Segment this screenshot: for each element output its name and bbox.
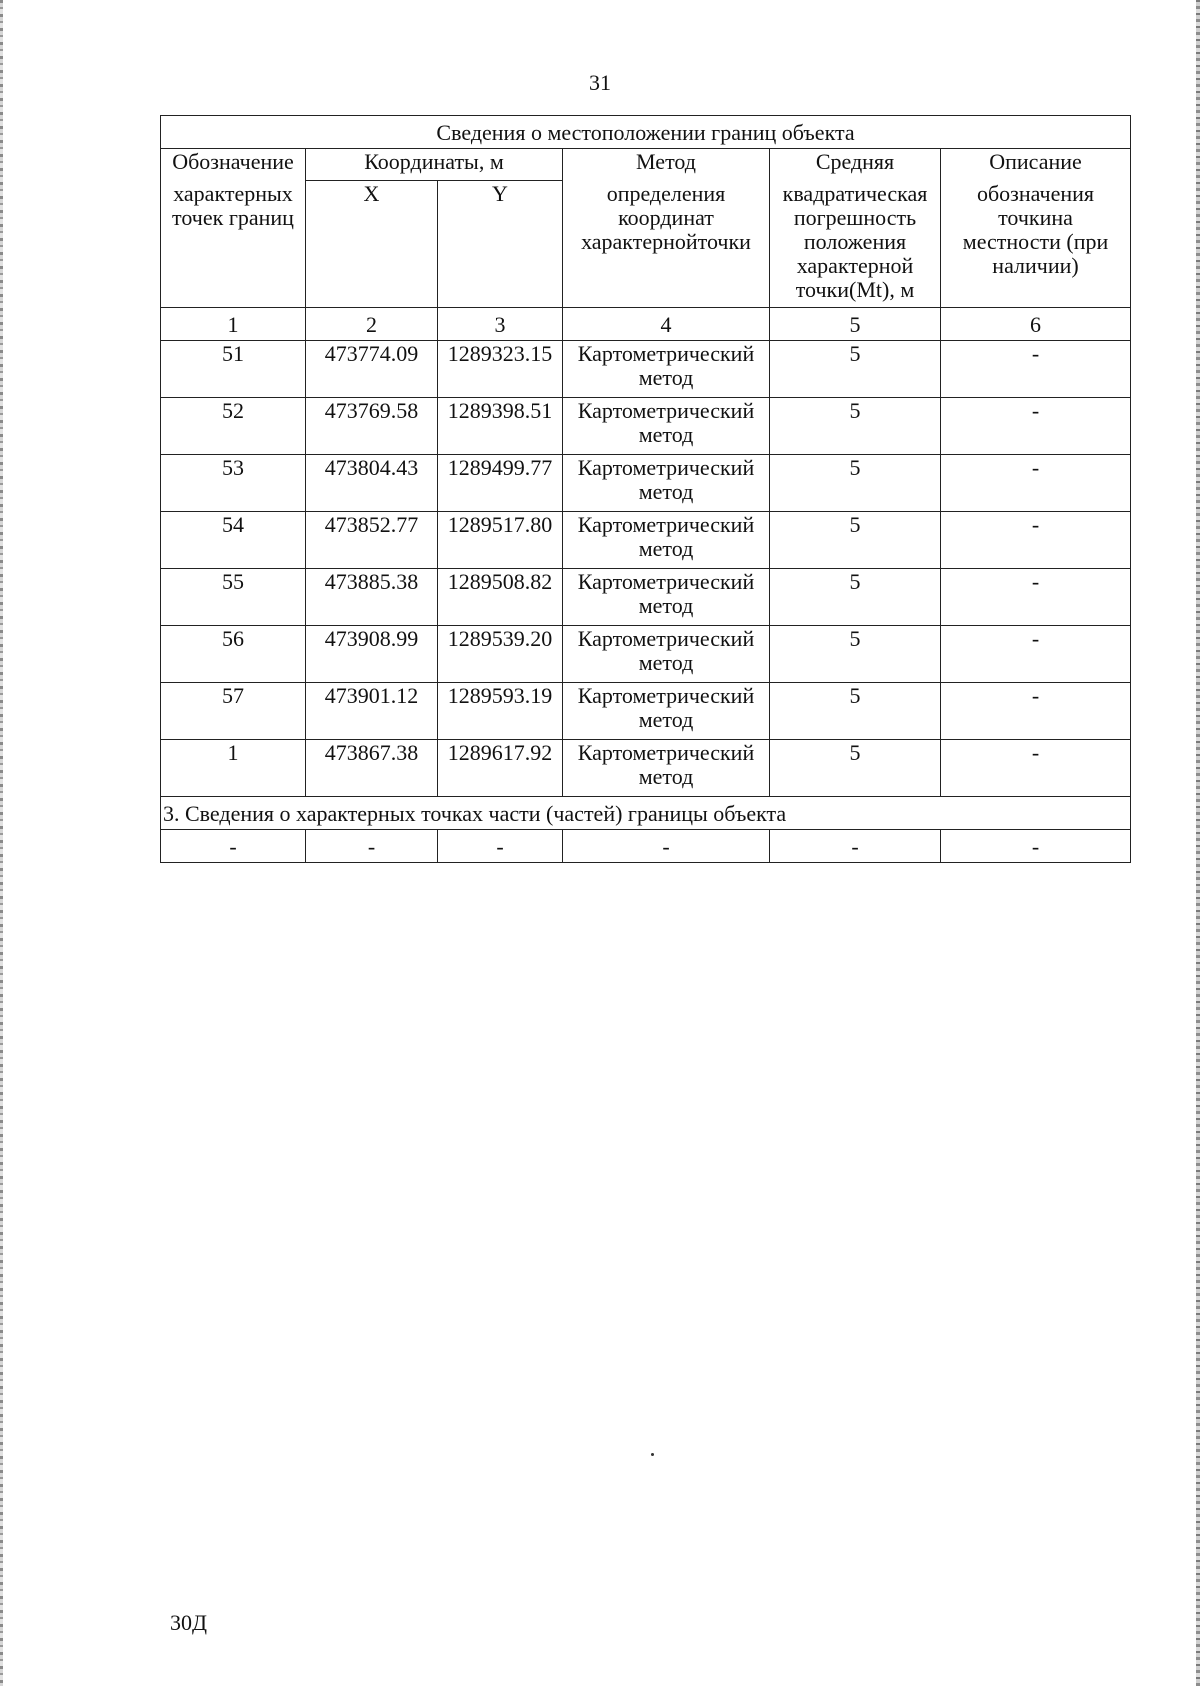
page-number: 31 bbox=[589, 70, 611, 95]
table-row bbox=[161, 512, 1131, 569]
header-description-line-1: Описание bbox=[941, 149, 1131, 181]
table-row bbox=[161, 341, 1131, 398]
description-cell: - bbox=[941, 455, 1131, 512]
method-cell bbox=[563, 512, 770, 569]
scan-edge-left bbox=[0, 0, 3, 1686]
point-cell: 51 bbox=[161, 341, 306, 398]
method-cell bbox=[563, 455, 770, 512]
table-row bbox=[161, 683, 1131, 740]
column-number-row bbox=[161, 308, 1131, 341]
footer-code: 30Д bbox=[170, 1610, 208, 1635]
error-cell: 5 bbox=[770, 455, 941, 512]
empty-cell: - bbox=[161, 830, 306, 863]
x-cell: 473908.99 bbox=[306, 626, 438, 683]
method-line-2: метод bbox=[638, 365, 694, 390]
method-line-1: Картометрический bbox=[577, 455, 755, 480]
empty-cell: - bbox=[306, 830, 438, 863]
header-row-1 bbox=[161, 149, 1131, 181]
point-cell: 55 bbox=[161, 569, 306, 626]
method-line-1: Картометрический bbox=[577, 569, 755, 594]
empty-row bbox=[161, 830, 1131, 863]
y-cell: 1289499.77 bbox=[438, 455, 563, 512]
method-line-2: метод bbox=[638, 593, 694, 618]
description-cell: - bbox=[941, 569, 1131, 626]
method-cell bbox=[563, 569, 770, 626]
empty-cell: - bbox=[770, 830, 941, 863]
method-line-2: метод bbox=[638, 479, 694, 504]
method-line-1: Картометрический bbox=[577, 512, 755, 537]
y-cell: 1289398.51 bbox=[438, 398, 563, 455]
description-cell: - bbox=[941, 512, 1131, 569]
method-line-1: Картометрический bbox=[577, 740, 755, 765]
method-line-1: Картометрический bbox=[577, 626, 755, 651]
method-line-1: Картометрический bbox=[577, 398, 755, 423]
description-cell: - bbox=[941, 341, 1131, 398]
y-cell: 1289617.92 bbox=[438, 740, 563, 797]
section-title: 3. Сведения о характерных точках части (частей) границы объекта bbox=[161, 797, 1131, 830]
method-cell bbox=[563, 398, 770, 455]
x-cell: 473867.38 bbox=[306, 740, 438, 797]
header-error-line-2: квадратическая bbox=[782, 180, 928, 206]
error-cell: 5 bbox=[770, 341, 941, 398]
header-point-designation-line-1: Обозначение bbox=[161, 149, 306, 181]
error-cell: 5 bbox=[770, 398, 941, 455]
method-cell bbox=[563, 626, 770, 683]
method-cell bbox=[563, 341, 770, 398]
header-x: X bbox=[306, 181, 438, 308]
error-cell: 5 bbox=[770, 740, 941, 797]
header-y: Y bbox=[438, 181, 563, 308]
x-cell: 473769.58 bbox=[306, 398, 438, 455]
point-cell: 57 bbox=[161, 683, 306, 740]
y-cell: 1289508.82 bbox=[438, 569, 563, 626]
boundary-coordinates-table bbox=[160, 115, 1131, 863]
column-number: 4 bbox=[563, 308, 770, 341]
header-error-line-1: Средняя bbox=[770, 149, 941, 181]
header-method-line-2: определения bbox=[606, 180, 726, 206]
method-line-2: метод bbox=[638, 536, 694, 561]
y-cell: 1289539.20 bbox=[438, 626, 563, 683]
table-row bbox=[161, 740, 1131, 797]
empty-cell: - bbox=[941, 830, 1131, 863]
header-point-designation bbox=[161, 181, 306, 308]
y-cell: 1289593.19 bbox=[438, 683, 563, 740]
description-cell: - bbox=[941, 740, 1131, 797]
method-cell bbox=[563, 740, 770, 797]
table-row bbox=[161, 569, 1131, 626]
method-line-2: метод bbox=[638, 650, 694, 675]
header-row-2 bbox=[161, 181, 1131, 308]
header-description-line-5: наличии) bbox=[992, 252, 1079, 278]
method-line-2: метод bbox=[638, 422, 694, 447]
header-description-line-4: местности (при bbox=[962, 228, 1109, 254]
header-method bbox=[563, 181, 770, 308]
error-cell: 5 bbox=[770, 683, 941, 740]
table-row bbox=[161, 398, 1131, 455]
method-cell bbox=[563, 683, 770, 740]
point-cell: 52 bbox=[161, 398, 306, 455]
column-number: 2 bbox=[306, 308, 438, 341]
empty-cell: - bbox=[438, 830, 563, 863]
empty-cell: - bbox=[563, 830, 770, 863]
header-method-line-1: Метод bbox=[563, 149, 770, 181]
method-line-2: метод bbox=[638, 707, 694, 732]
scan-speck bbox=[651, 1453, 654, 1456]
point-cell: 54 bbox=[161, 512, 306, 569]
error-cell: 5 bbox=[770, 569, 941, 626]
header-error-line-3: погрешность bbox=[793, 204, 917, 230]
header-error bbox=[770, 181, 941, 308]
error-cell: 5 bbox=[770, 512, 941, 569]
header-point-designation-line-3: точек границ bbox=[172, 204, 294, 230]
error-cell: 5 bbox=[770, 626, 941, 683]
section-row bbox=[161, 797, 1131, 830]
table-row bbox=[161, 626, 1131, 683]
x-cell: 473852.77 bbox=[306, 512, 438, 569]
point-cell: 53 bbox=[161, 455, 306, 512]
x-cell: 473804.43 bbox=[306, 455, 438, 512]
method-line-1: Картометрический bbox=[577, 683, 755, 708]
table-title-row bbox=[161, 116, 1131, 149]
y-cell: 1289517.80 bbox=[438, 512, 563, 569]
header-method-line-4: характернойточки bbox=[581, 228, 751, 254]
column-number: 3 bbox=[438, 308, 563, 341]
header-description bbox=[941, 181, 1131, 308]
x-cell: 473901.12 bbox=[306, 683, 438, 740]
header-point-designation-line-2: характерных bbox=[173, 180, 293, 206]
y-cell: 1289323.15 bbox=[438, 341, 563, 398]
description-cell: - bbox=[941, 398, 1131, 455]
scan-edge-right bbox=[1196, 0, 1200, 1686]
header-error-line-5: характерной bbox=[796, 252, 914, 278]
table-row bbox=[161, 455, 1131, 512]
point-cell: 56 bbox=[161, 626, 306, 683]
column-number: 1 bbox=[161, 308, 306, 341]
method-line-2: метод bbox=[638, 764, 694, 789]
x-cell: 473774.09 bbox=[306, 341, 438, 398]
header-coordinates: Координаты, м bbox=[306, 149, 563, 181]
method-line-1: Картометрический bbox=[577, 341, 755, 366]
column-number: 6 bbox=[941, 308, 1131, 341]
column-number: 5 bbox=[770, 308, 941, 341]
description-cell: - bbox=[941, 626, 1131, 683]
header-error-line-4: положения bbox=[803, 228, 907, 254]
table-title: Сведения о местоположении границ объекта bbox=[161, 116, 1131, 149]
header-description-line-2: обозначения bbox=[976, 180, 1095, 206]
header-error-line-6: точки(Mt), м bbox=[795, 276, 915, 302]
description-cell: - bbox=[941, 683, 1131, 740]
header-description-line-3: точкина bbox=[998, 204, 1073, 230]
x-cell: 473885.38 bbox=[306, 569, 438, 626]
header-method-line-3: координат bbox=[618, 204, 714, 230]
point-cell: 1 bbox=[161, 740, 306, 797]
